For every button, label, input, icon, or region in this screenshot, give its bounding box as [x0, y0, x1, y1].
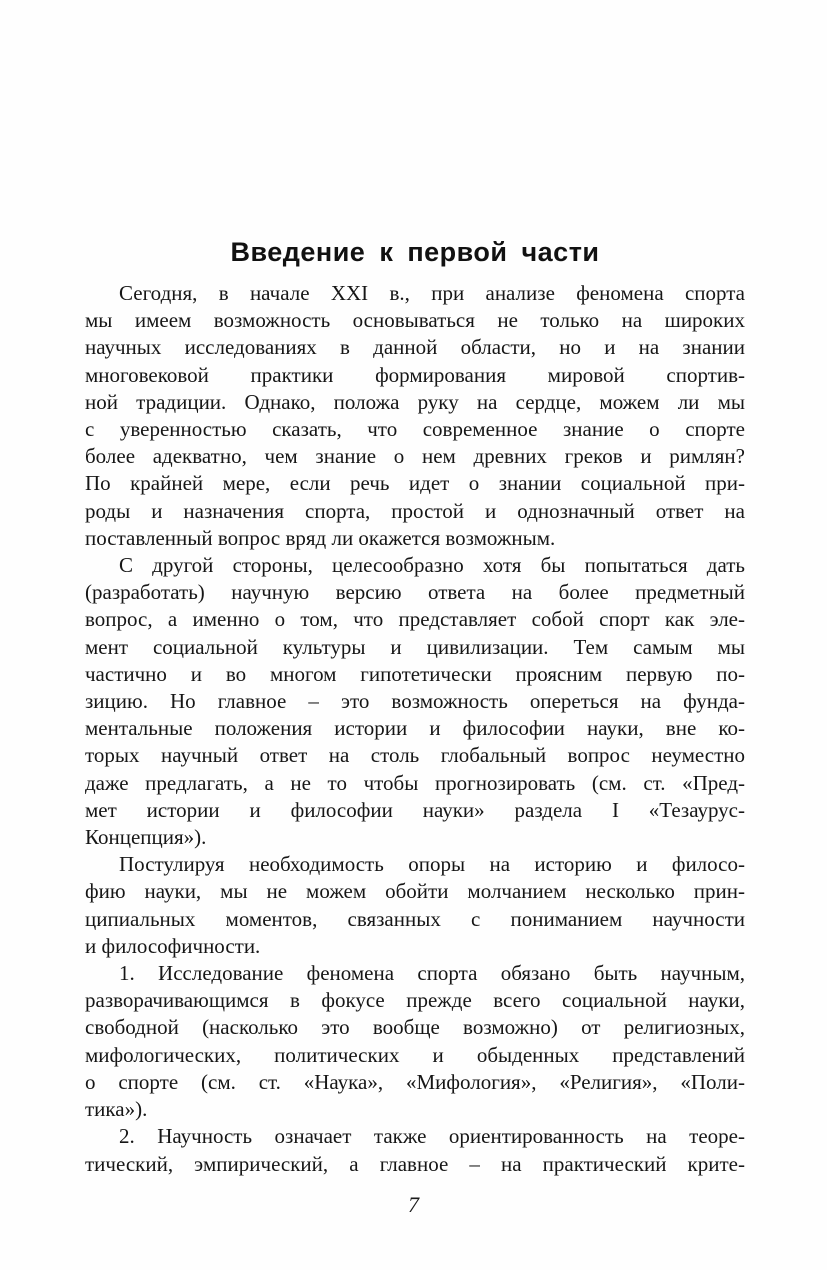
text-line: разворачивающимся в фокусе прежде всего социальной науки,: [85, 988, 745, 1013]
text-line: вопрос, а именно о том, что представляет собой спорт как эле-: [85, 607, 745, 632]
text-line: тический, эмпирический, а главное – на практический крите-: [85, 1151, 745, 1176]
text-line: даже предлагать, а не то чтобы прогнозировать (см. ст. «Пред-: [85, 770, 745, 795]
text-line: (разработать) научную версию ответа на более предметный: [85, 580, 745, 605]
paragraph: [85, 1123, 745, 1177]
text-line: более адекватно, чем знание о нем древних греков и римлян?: [85, 444, 745, 469]
text-line: роды и назначения спорта, простой и однозначный ответ на: [85, 498, 745, 523]
text-line: с уверенностью сказать, что современное знание о спорте: [85, 417, 745, 442]
page-number: 7: [408, 1192, 419, 1217]
text-line: По крайней мере, если речь идет о знании социальной при-: [85, 471, 745, 496]
paragraph: [85, 280, 745, 552]
text-line: ной традиции. Однако, положа руку на сердце, можем ли мы: [85, 389, 745, 414]
text-line: С другой стороны, целесообразно хотя бы попытаться дать: [119, 553, 745, 578]
text-line: Сегодня, в начале XXI в., при анализе феномена спорта: [119, 281, 745, 305]
text-line: и философичности.: [85, 933, 261, 958]
text-line: мы имеем возможность основываться не только на широких: [85, 308, 745, 333]
paragraph: [85, 960, 745, 1123]
text-line: фию науки, мы не можем обойти молчанием несколько прин-: [85, 879, 745, 904]
text-line: поставленный вопрос вряд ли окажется возможным.: [85, 525, 556, 550]
text-line: ментальные положения истории и философии науки, вне ко-: [85, 716, 745, 741]
text-line: 2. Научность означает также ориентированность на теоре-: [119, 1124, 745, 1149]
text-line: частично и во многом гипотетически проясним первую по-: [85, 661, 745, 686]
text-line: многовековой практики формирования мировой спортив-: [85, 362, 745, 387]
paragraph: [85, 552, 745, 851]
text-line: 1. Исследование феномена спорта обязано быть научным,: [119, 961, 745, 986]
text-line: свободной (насколько это вообще возможно) от религиозных,: [85, 1015, 745, 1040]
text-line: мет истории и философии науки» раздела I «Тезаурус-: [85, 797, 745, 822]
paragraph: [85, 851, 745, 960]
text-line: зицию. Но главное – это возможность опереться на фунда-: [85, 689, 745, 714]
text-block: [85, 280, 745, 1178]
text-line: мент социальной культуры и цивилизации. Тем самым мы: [85, 634, 745, 659]
text-line: научных исследованиях в данной области, но и на знании: [85, 335, 745, 360]
section-title: Введение к первой части: [230, 237, 600, 268]
text-line: торых научный ответ на столь глобальный вопрос неуместно: [85, 743, 745, 768]
text-line: мифологических, политических и обыденных представлений: [85, 1042, 745, 1067]
text-line: Концепция»).: [85, 825, 207, 850]
text-line: ципиальных моментов, связанных с пониманием научности: [85, 906, 745, 931]
text-line: Постулируя необходимость опоры на историю и филосо-: [119, 852, 745, 877]
text-line: тика»).: [85, 1097, 148, 1122]
text-line: о спорте (см. ст. «Наука», «Мифология», «Религия», «Поли-: [85, 1069, 745, 1094]
